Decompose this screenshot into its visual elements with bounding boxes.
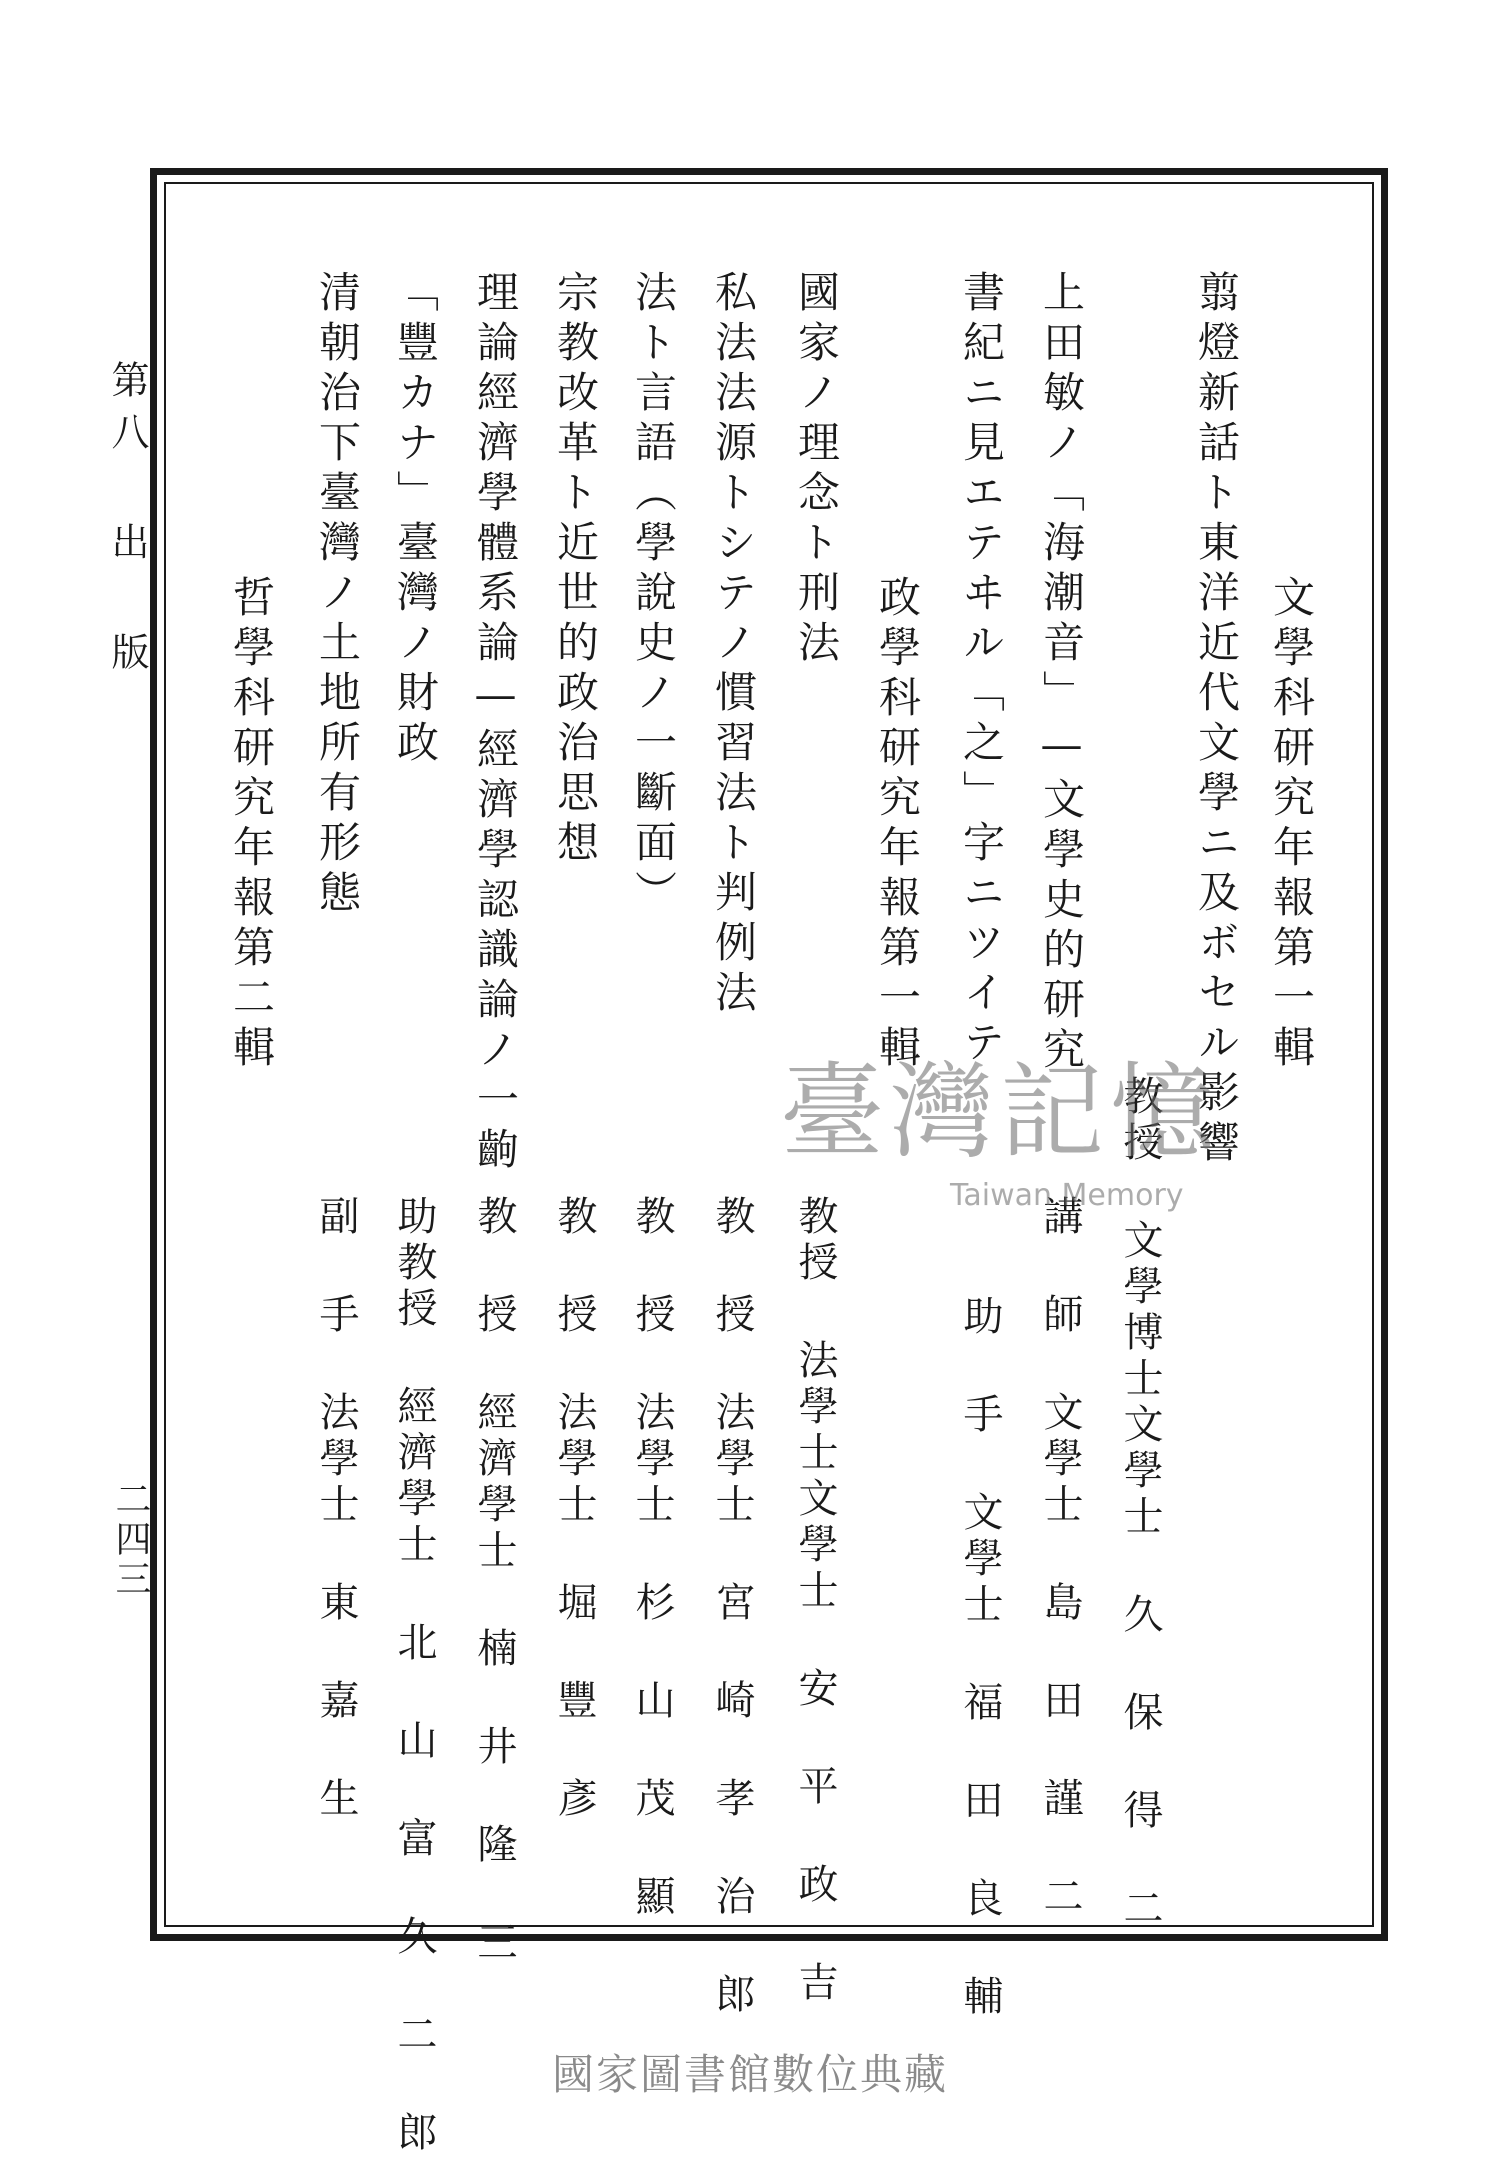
article-title: 法ト言語（學說史ノ一斷面） xyxy=(629,270,678,920)
article-title: 理論經濟學體系論—經濟學認識論ノ一齣 xyxy=(471,270,520,1177)
article-title: 上田敏ノ「海潮音」—文學史的研究 xyxy=(1037,270,1086,1077)
page-number: 二四三 xyxy=(110,1480,151,1600)
series-title-politics: 政學科研究年報第一輯 xyxy=(873,575,922,1075)
article-author: 助教授 經濟學士 北 山 富 久 二 郎 xyxy=(391,1195,437,2157)
article-author: 助 手 文學士 福 田 良 輔 xyxy=(957,1295,1003,2021)
article-author: 講 師 文學士 島 田 謹 二 xyxy=(1037,1195,1083,1921)
article-title: 私法法源トシテノ慣習法ト判例法 xyxy=(709,270,758,1020)
article-author: 教 授 經濟學士 楠 井 隆 三 xyxy=(471,1195,517,1967)
watermark-english: Taiwan Memory xyxy=(950,1178,1184,1213)
series-title-philosophy: 哲學科研究年報第二輯 xyxy=(227,575,276,1075)
library-credit: 國家圖書館數位典藏 xyxy=(551,2050,948,2099)
article-title: 清朝治下臺灣ノ土地所有形態 xyxy=(313,270,362,920)
article-author: 教授 文學博士文學士 久 保 得 二 xyxy=(1117,1075,1163,1933)
article-author: 教 授 法學士 杉 山 茂 顯 xyxy=(629,1195,675,1921)
article-author: 教授 法學士文學士 安 平 政 吉 xyxy=(792,1195,838,2007)
article-title: 國家ノ理念ト刑法 xyxy=(792,270,841,670)
article-author: 副 手 法學士 東 嘉 生 xyxy=(313,1195,359,1823)
article-author: 教 授 法學士 堀 豐 彥 xyxy=(551,1195,597,1823)
article-author: 教 授 法學士 宮 崎 孝 治 郎 xyxy=(709,1195,755,2019)
section-label: 第八 出 版 xyxy=(105,360,149,684)
article-title: 書紀ニ見エテヰル「之」字ニツイテ xyxy=(957,270,1006,1070)
series-title-literature: 文學科研究年報第一輯 xyxy=(1267,575,1316,1075)
article-title: 宗教改革ト近世的政治思想 xyxy=(551,270,600,870)
article-title: 翦燈新話ト東洋近代文學ニ及ボセル影響 xyxy=(1192,270,1241,1170)
watermark-chinese: 臺灣記憶 xyxy=(780,1051,1221,1173)
article-title: 「豐カナ」臺灣ノ財政 xyxy=(391,270,440,770)
